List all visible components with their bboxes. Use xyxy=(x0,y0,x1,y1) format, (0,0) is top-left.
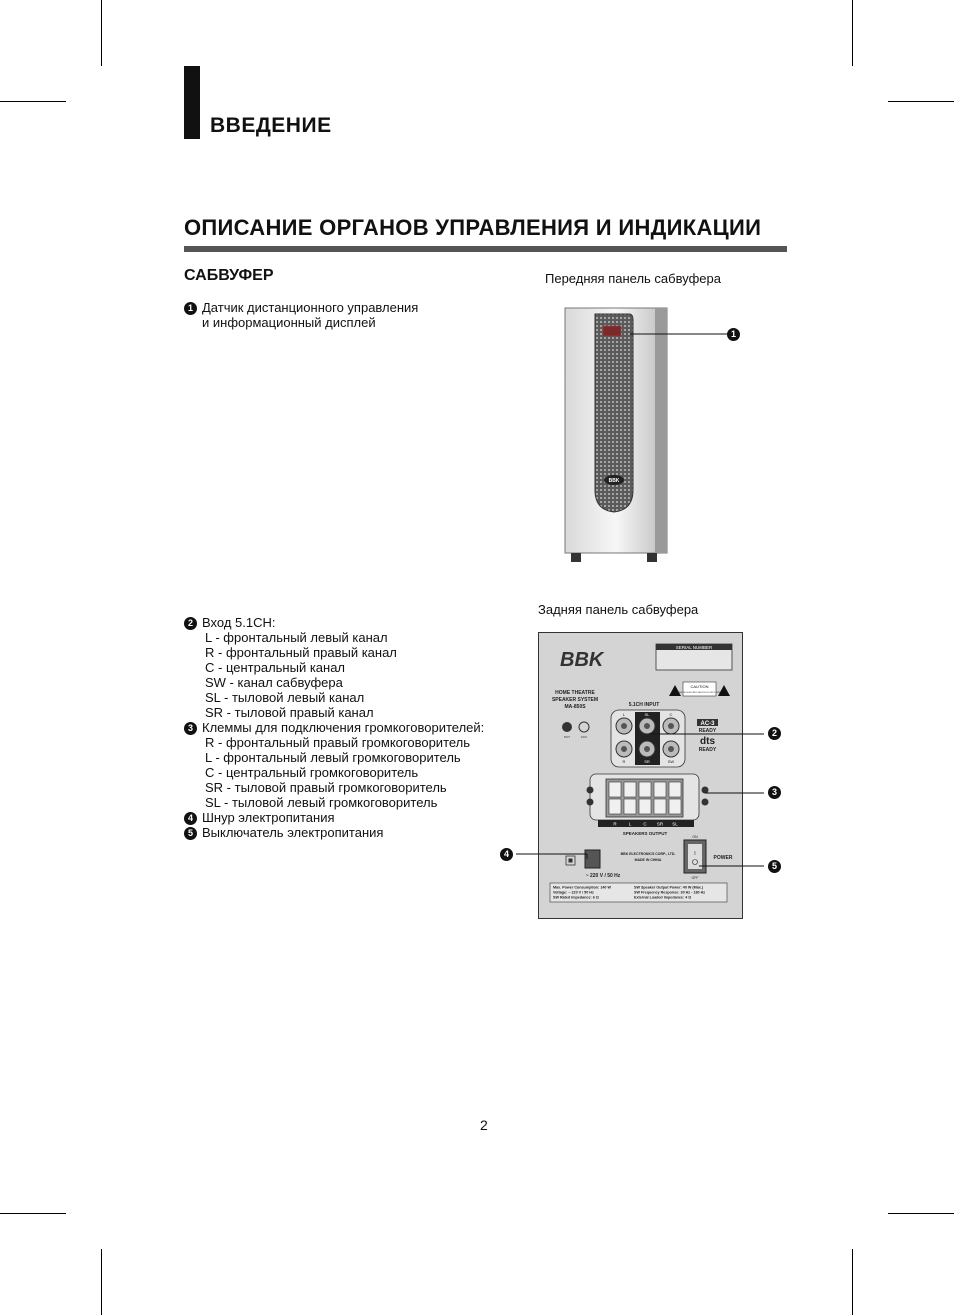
spec-line: Voltage: ~ 220 V / 50 Hz xyxy=(553,890,594,895)
section-title: ВВЕДЕНИЕ xyxy=(210,114,332,137)
front-panel-illustration xyxy=(555,300,755,570)
rear-logo: BBK xyxy=(560,649,604,671)
front-logo: BBK xyxy=(608,478,620,484)
callout-number: 1 xyxy=(184,302,197,315)
callout-number: 2 xyxy=(184,617,197,630)
serial-label: SERIAL NUMBER xyxy=(675,645,713,650)
subsection-title: САБВУФЕР xyxy=(184,267,274,284)
output-label: SL xyxy=(672,821,678,827)
model-line-2: SPEAKER SYSTEM xyxy=(551,697,599,703)
callout-number: 3 xyxy=(184,722,197,735)
callout-leader-lines xyxy=(500,720,780,880)
legend-item xyxy=(184,615,484,630)
output-label: C xyxy=(643,821,647,827)
spec-line: External Loaded Impedance: 4 Ω xyxy=(634,895,692,900)
crop-mark xyxy=(0,1213,66,1214)
jack-label: SR xyxy=(644,759,650,764)
legend-text: Вход 5.1CH: xyxy=(202,615,276,630)
legend-text: SW - канал сабвуфера xyxy=(205,675,343,690)
legend-item xyxy=(184,300,418,315)
legend-text: SR - тыловой правый громкоговоритель xyxy=(205,780,447,795)
voltage-label: ~ 220 V / 50 Hz xyxy=(585,873,621,879)
maker-line-2: MADE IN CHINA xyxy=(634,858,662,862)
legend-text: SL - тыловой левый громкоговоритель xyxy=(205,795,438,810)
switch-on-label: ON xyxy=(692,835,698,839)
legend-item xyxy=(184,720,484,735)
crop-mark xyxy=(101,0,102,66)
jack-label: R xyxy=(622,759,626,764)
spec-line: SW Rated Impedance: 6 Ω xyxy=(553,895,599,900)
callout-number: 5 xyxy=(184,827,197,840)
legend-text: L - фронтальный левый канал xyxy=(205,630,388,645)
maker-line-1: BBK ELECTRONICS CORP., LTD. xyxy=(620,852,676,856)
jack-label: SL xyxy=(644,712,650,717)
output-label: L xyxy=(628,821,632,827)
legend-text: и информационный дисплей xyxy=(202,315,376,330)
caution-label: CAUTION xyxy=(690,684,709,689)
spec-line: SW Frequency Response: 30 Hz - 180 Hz xyxy=(634,890,706,895)
switch-off-label: OFF xyxy=(691,876,699,880)
legend-text: C - центральный канал xyxy=(205,660,346,675)
switch-symbol: I xyxy=(694,851,696,857)
ac3-logo: AC-3 xyxy=(700,721,715,727)
model-line-1: HOME THEATRE xyxy=(555,690,595,696)
legend-text: Датчик дистанционного управления xyxy=(202,300,419,315)
dts-logo: dts xyxy=(700,736,715,747)
callout-2: 2 xyxy=(768,727,781,740)
spec-line: Max. Power Consumption: 140 W xyxy=(553,885,611,890)
front-panel-legend xyxy=(184,300,418,330)
cert-mark: CCC xyxy=(580,735,588,739)
jack-label: C xyxy=(669,712,673,717)
jack-label: L xyxy=(622,712,626,717)
output-label: SR xyxy=(656,821,664,827)
front-panel-caption: Передняя панель сабвуфера xyxy=(545,271,721,286)
speakers-output-label: SPEAKERS OUTPUT xyxy=(622,831,668,836)
crop-mark xyxy=(0,101,66,102)
legend-item-continuation xyxy=(184,315,418,330)
legend-text: R - фронтальный правый канал xyxy=(205,645,397,660)
legend-text: Выключатель электропитания xyxy=(202,825,384,840)
spec-line: SW Speaker Output Power: 40 W (Max.) xyxy=(634,885,704,890)
jack-label: SW xyxy=(667,759,675,764)
crop-mark xyxy=(852,0,853,66)
callout-5: 5 xyxy=(768,860,781,873)
legend-text: R - фронтальный правый громкоговоритель xyxy=(205,735,471,750)
ac3-ready: READY xyxy=(698,728,717,734)
rear-panel-legend xyxy=(184,615,484,840)
rear-panel-caption: Задняя панель сабвуфера xyxy=(538,602,699,617)
page-number: 2 xyxy=(480,1117,488,1133)
output-label: R xyxy=(613,821,617,827)
section-marker-bar xyxy=(184,66,200,139)
crop-mark xyxy=(888,101,954,102)
legend-text: L - фронтальный левый громкоговоритель xyxy=(205,750,461,765)
legend-text: SL - тыловой левый канал xyxy=(205,690,365,705)
callout-4: 4 xyxy=(500,848,513,861)
legend-item xyxy=(184,810,484,825)
caution-subtext: RISK OF ELECTRIC SHOCK DO NOT OPEN xyxy=(677,692,722,694)
power-label: POWER xyxy=(713,855,733,861)
callout-number: 4 xyxy=(184,812,197,825)
callout-3: 3 xyxy=(768,786,781,799)
legend-text: Клеммы для подключения громкоговорителей: xyxy=(202,720,485,735)
legend-item xyxy=(184,825,484,840)
model-line-3: MA-850S xyxy=(564,704,586,710)
callout-1: 1 xyxy=(727,328,740,341)
page-title: ОПИСАНИЕ ОРГАНОВ УПРАВЛЕНИЯ И ИНДИКАЦИИ xyxy=(184,215,762,240)
title-rule xyxy=(184,246,787,252)
legend-text: C - центральный громкоговоритель xyxy=(205,765,419,780)
dts-ready: READY xyxy=(698,747,717,753)
display-window xyxy=(603,326,621,336)
crop-mark xyxy=(852,1249,853,1315)
legend-text: SR - тыловой правый канал xyxy=(205,705,374,720)
crop-mark xyxy=(888,1213,954,1214)
cert-mark: PCT xyxy=(564,735,570,739)
legend-text: Шнур электропитания xyxy=(202,810,335,825)
input-title: 5.1CH INPUT xyxy=(628,702,660,708)
crop-mark xyxy=(101,1249,102,1315)
